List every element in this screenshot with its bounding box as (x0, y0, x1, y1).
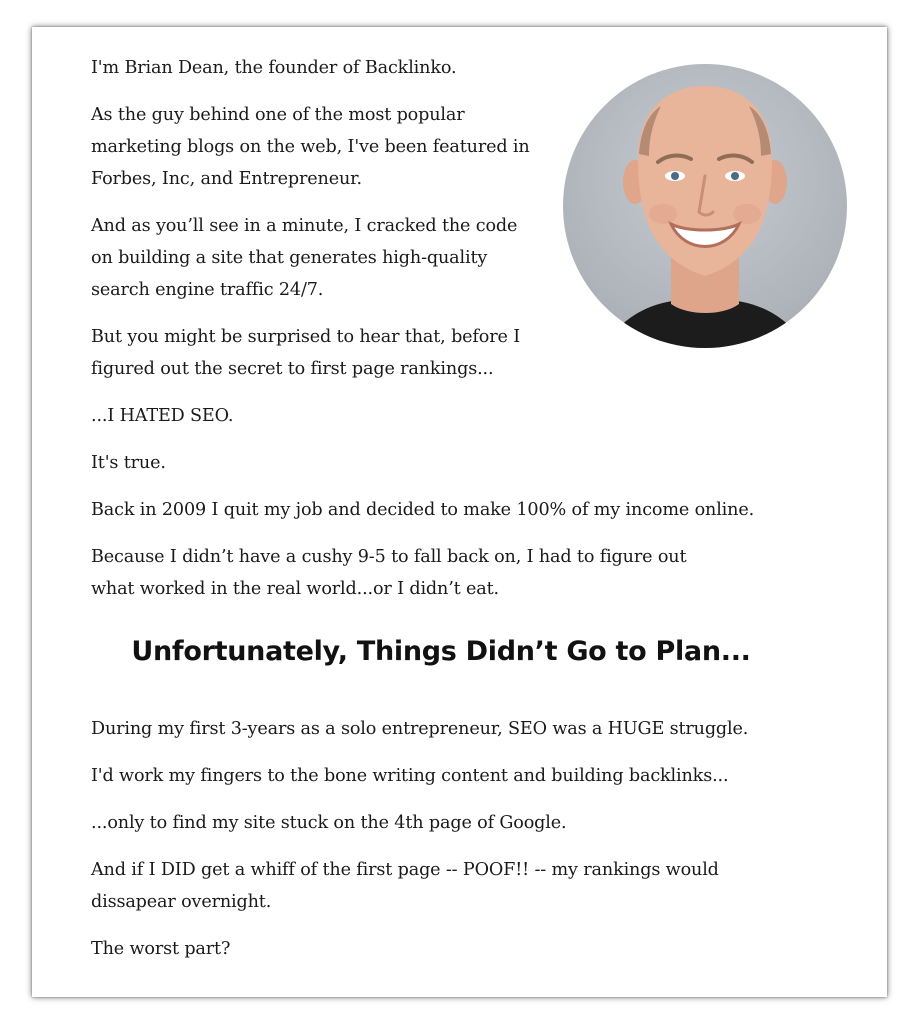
article-paragraph: As the guy behind one of the most popular marketing blogs on the web, I've been featured in Forbes, Inc, and Entrepreneur. (91, 105, 530, 189)
article-paragraph: It's true. (91, 453, 166, 473)
article-paragraph: I'm Brian Dean, the founder of Backlinko. (91, 58, 457, 78)
article-paragraph: During my first 3-years as a solo entrepreneur, SEO was a HUGE struggle. (91, 719, 749, 739)
article-card (32, 27, 887, 997)
article-paragraph: ...only to find my site stuck on the 4th page of Google. (91, 813, 567, 833)
article-paragraph: ...I HATED SEO. (91, 406, 234, 426)
article-paragraph: And as you’ll see in a minute, I cracked the code on building a site that generates high-quality search engine traffic 24/7. (91, 216, 518, 300)
article-paragraph: And if I DID get a whiff of the first page -- POOF!! -- my rankings would dissapear overnight. (91, 860, 719, 912)
article-paragraph: I'd work my fingers to the bone writing content and building backlinks... (91, 766, 729, 786)
article-paragraph: The worst part? (91, 939, 231, 959)
article-paragraph: Back in 2009 I quit my job and decided to make 100% of my income online. (91, 500, 755, 520)
section-heading: Unfortunately, Things Didn’t Go to Plan... (131, 636, 751, 667)
article-content (91, 52, 791, 980)
article-paragraph: Because I didn’t have a cushy 9-5 to fall back on, I had to figure out what worked in the real world...or I didn’t eat. (91, 547, 687, 599)
article-paragraph: But you might be surprised to hear that, before I figured out the secret to first page rankings... (91, 327, 521, 379)
